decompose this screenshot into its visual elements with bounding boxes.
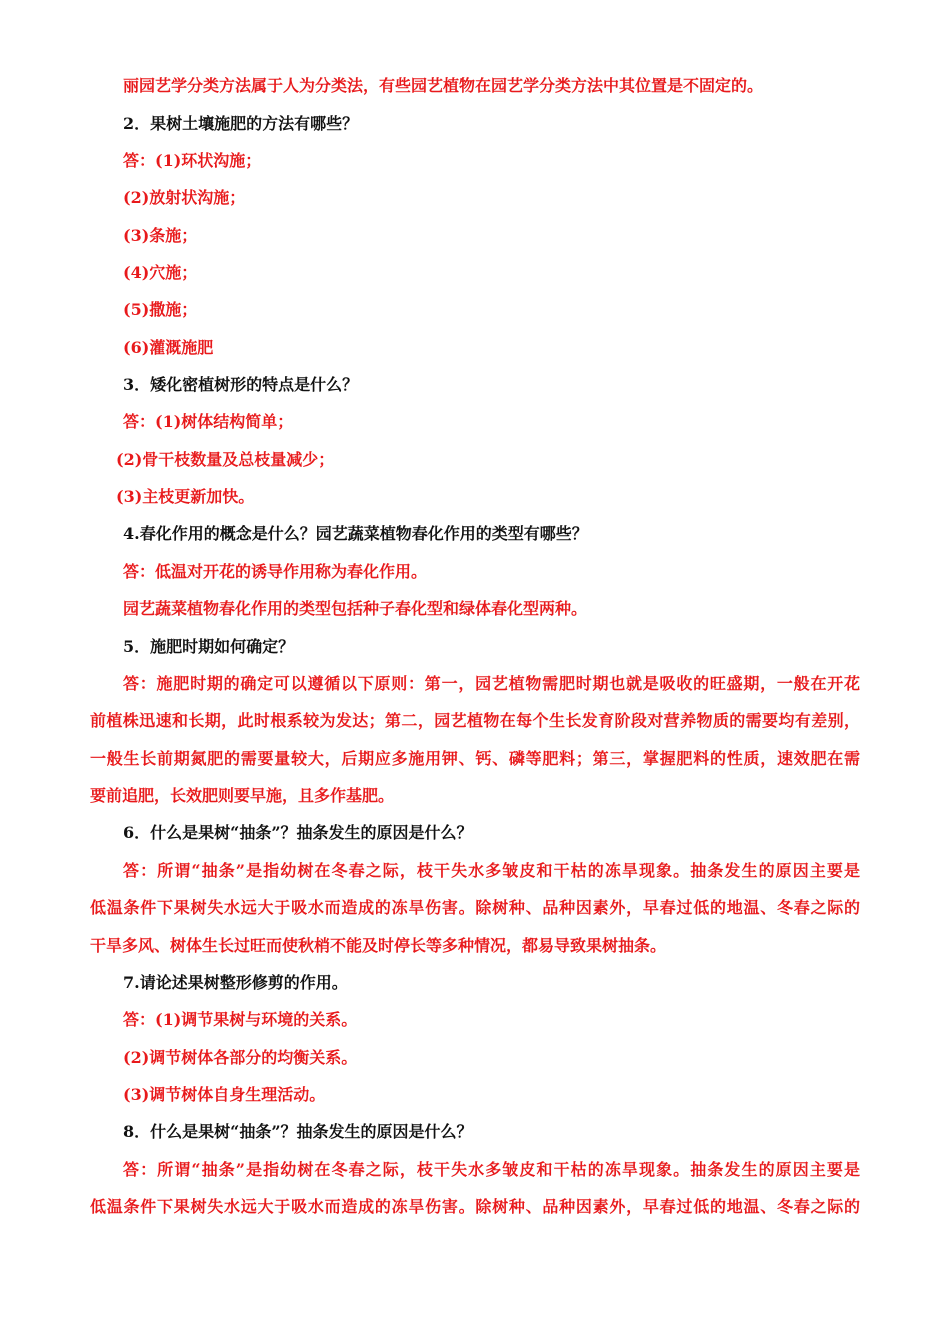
answer-2-item-2: (2)放射状沟施； — [123, 188, 246, 207]
answer-5-line-1: 答：施肥时期的确定可以遵循以下原则：第一，园艺植物需肥时期也就是吸收的旺盛期，一般在开花 — [123, 674, 860, 693]
answer-3-item-3: (3)主枝更新加快。 — [116, 487, 255, 506]
answer-5-line-4: 要前追肥，长效肥则要早施，且多作基肥。 — [90, 786, 395, 805]
answer-3-item-2: (2)骨干枝数量及总枝量减少； — [116, 450, 335, 469]
answer-3-item-1: 答：(1)树体结构简单； — [123, 412, 294, 431]
question-5: 5．施肥时期如何确定？ — [123, 637, 295, 656]
answer-7-item-3: (3)调节树体自身生理活动。 — [123, 1085, 326, 1104]
question-6: 6．什么是果树“抽条”？抽条发生的原因是什么？ — [123, 823, 473, 842]
question-4: 4.春化作用的概念是什么？园艺蔬菜植物春化作用的类型有哪些？ — [123, 524, 588, 543]
question-2: 2．果树土壤施肥的方法有哪些？ — [123, 114, 359, 133]
answer-6-line-1: 答：所谓“抽条”是指幼树在冬春之际，枝干失水多皱皮和干枯的冻旱现象。抽条发生的原因主要是 — [123, 861, 860, 880]
answer-2-item-6: (6)灌溉施肥 — [123, 338, 214, 357]
question-3: 3．矮化密植树形的特点是什么？ — [123, 375, 359, 394]
answer-2-item-4: (4)穴施； — [123, 263, 198, 282]
question-8: 8．什么是果树“抽条”？抽条发生的原因是什么？ — [123, 1122, 473, 1141]
answer-2-item-3: (3)条施； — [123, 226, 198, 245]
answer-8-line-2: 低温条件下果树失水远大于吸水而造成的冻旱伤害。除树种、品种因素外，早春过低的地温、冬春之际的 — [90, 1197, 860, 1216]
answer-text-1-tail: 丽园艺学分类方法属于人为分类法，有些园艺植物在园艺学分类方法中其位置是不固定的。 — [123, 76, 764, 95]
answer-4-line-2: 园艺蔬菜植物春化作用的类型包括种子春化型和绿体春化型两种。 — [123, 599, 588, 618]
answer-6-line-3: 干旱多风、树体生长过旺而使秋梢不能及时停长等多种情况，都易导致果树抽条。 — [90, 936, 667, 955]
answer-7-item-2: (2)调节树体各部分的均衡关系。 — [123, 1048, 358, 1067]
question-7: 7.请论述果树整形修剪的作用。 — [123, 973, 348, 992]
answer-8-line-1: 答：所谓“抽条”是指幼树在冬春之际，枝干失水多皱皮和干枯的冻旱现象。抽条发生的原因主要是 — [123, 1160, 860, 1179]
answer-5-line-3: 一般生长前期氮肥的需要量较大，后期应多施用钾、钙、磷等肥料；第三，掌握肥料的性质，速效肥在需 — [90, 749, 860, 768]
answer-2-item-1: 答：(1)环状沟施； — [123, 151, 262, 170]
answer-5-line-2: 前植株迅速和长期，此时根系较为发达；第二，园艺植物在每个生长发育阶段对营养物质的需要均有差别， — [90, 711, 860, 730]
answer-6-line-2: 低温条件下果树失水远大于吸水而造成的冻旱伤害。除树种、品种因素外，早春过低的地温、冬春之际的 — [90, 898, 860, 917]
answer-4-line-1: 答：低温对开花的诱导作用称为春化作用。 — [123, 562, 428, 581]
answer-7-item-1: 答：(1)调节果树与环境的关系。 — [123, 1010, 358, 1029]
answer-2-item-5: (5)撒施； — [123, 300, 198, 319]
